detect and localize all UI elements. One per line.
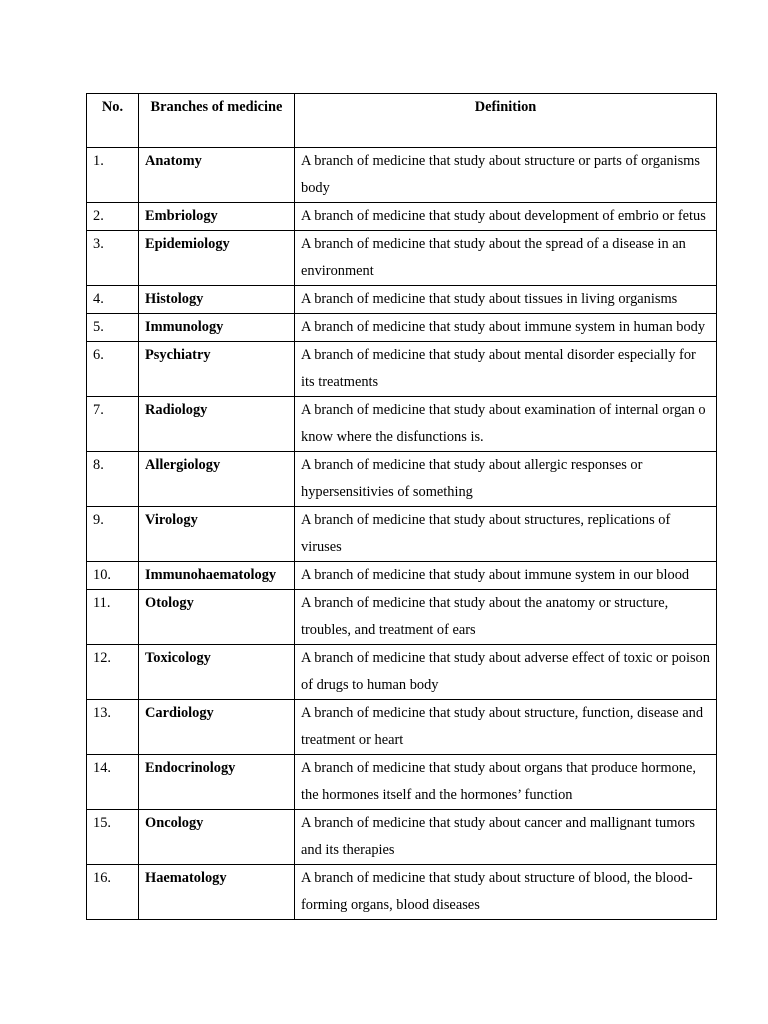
- row-branch: Immunohaematology: [139, 562, 295, 590]
- table-row: [87, 397, 717, 452]
- table-row: [87, 314, 717, 342]
- table-row: [87, 203, 717, 231]
- row-number: 2.: [87, 203, 139, 231]
- table-row: [87, 342, 717, 397]
- row-number: 6.: [87, 342, 139, 397]
- row-definition: A branch of medicine that study about immune system in human body: [295, 314, 717, 342]
- row-branch: Otology: [139, 590, 295, 645]
- row-branch: Radiology: [139, 397, 295, 452]
- row-branch: Immunology: [139, 314, 295, 342]
- row-number: 14.: [87, 755, 139, 810]
- row-branch: Endocrinology: [139, 755, 295, 810]
- row-number: 15.: [87, 810, 139, 865]
- row-branch: Haematology: [139, 865, 295, 920]
- row-number: 3.: [87, 231, 139, 286]
- header-row: [87, 94, 717, 148]
- table-body: [87, 148, 717, 920]
- table-row: [87, 562, 717, 590]
- row-definition: A branch of medicine that study about development of embrio or fetus: [295, 203, 717, 231]
- row-definition: A branch of medicine that study about structure, function, disease and treatment or heart: [295, 700, 717, 755]
- row-number: 10.: [87, 562, 139, 590]
- row-branch: Virology: [139, 507, 295, 562]
- table-row: [87, 452, 717, 507]
- row-definition: A branch of medicine that study about organs that produce hormone, the hormones itself and the hormones’ function: [295, 755, 717, 810]
- table-row: [87, 700, 717, 755]
- table-row: [87, 231, 717, 286]
- row-branch: Oncology: [139, 810, 295, 865]
- row-branch: Epidemiology: [139, 231, 295, 286]
- row-number: 8.: [87, 452, 139, 507]
- row-number: 16.: [87, 865, 139, 920]
- row-branch: Anatomy: [139, 148, 295, 203]
- row-definition: A branch of medicine that study about immune system in our blood: [295, 562, 717, 590]
- row-definition: A branch of medicine that study about structure of blood, the blood-forming organs, blood diseases: [295, 865, 717, 920]
- row-definition: A branch of medicine that study about tissues in living organisms: [295, 286, 717, 314]
- row-definition: A branch of medicine that study about mental disorder especially for its treatments: [295, 342, 717, 397]
- header-branch: Branches of medicine: [139, 94, 295, 148]
- row-definition: A branch of medicine that study about cancer and mallignant tumors and its therapies: [295, 810, 717, 865]
- row-branch: Cardiology: [139, 700, 295, 755]
- row-branch: Psychiatry: [139, 342, 295, 397]
- row-number: 1.: [87, 148, 139, 203]
- table-row: [87, 286, 717, 314]
- table-row: [87, 590, 717, 645]
- header-definition: Definition: [295, 94, 717, 148]
- row-branch: Allergiology: [139, 452, 295, 507]
- table-row: [87, 755, 717, 810]
- table-row: [87, 148, 717, 203]
- table-row: [87, 865, 717, 920]
- row-branch: Embriology: [139, 203, 295, 231]
- row-definition: A branch of medicine that study about adverse effect of toxic or poison of drugs to human body: [295, 645, 717, 700]
- row-definition: A branch of medicine that study about examination of internal organ o know where the disfunctions is.: [295, 397, 717, 452]
- row-definition: A branch of medicine that study about structure or parts of organisms body: [295, 148, 717, 203]
- row-definition: A branch of medicine that study about allergic responses or hypersensitivies of something: [295, 452, 717, 507]
- header-no: No.: [87, 94, 139, 148]
- table-row: [87, 810, 717, 865]
- row-branch: Toxicology: [139, 645, 295, 700]
- row-number: 7.: [87, 397, 139, 452]
- table-row: [87, 645, 717, 700]
- table-row: [87, 507, 717, 562]
- row-number: 11.: [87, 590, 139, 645]
- medicine-branches-table: [86, 93, 717, 920]
- row-number: 9.: [87, 507, 139, 562]
- row-number: 4.: [87, 286, 139, 314]
- row-branch: Histology: [139, 286, 295, 314]
- row-definition: A branch of medicine that study about structures, replications of viruses: [295, 507, 717, 562]
- row-number: 5.: [87, 314, 139, 342]
- row-number: 13.: [87, 700, 139, 755]
- row-number: 12.: [87, 645, 139, 700]
- row-definition: A branch of medicine that study about the anatomy or structure, troubles, and treatment of ears: [295, 590, 717, 645]
- row-definition: A branch of medicine that study about the spread of a disease in an environment: [295, 231, 717, 286]
